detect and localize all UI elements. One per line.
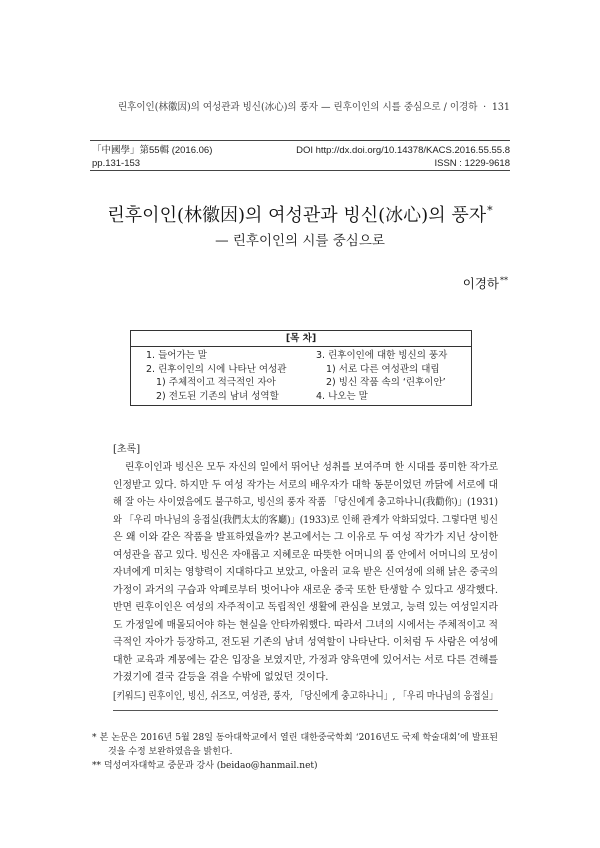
journal-info-right	[280, 144, 510, 170]
journal-pages: pp.131-153	[92, 158, 141, 169]
toc-item: 4. 나오는 말	[316, 391, 368, 403]
toc-item: 1. 들어가는 말	[146, 350, 207, 361]
footnotes	[92, 731, 498, 773]
abstract-line: 여성관을 꼽고 있다. 빙신은 자애롭고 지혜로운 따뜻한 어머니의 품 안에서 어머니의 모성이	[113, 549, 499, 561]
toc-subitem: 2) 빙신 작품 속의 ‘린후이안’	[326, 377, 446, 389]
running-head	[118, 101, 510, 115]
abstract-line: 반면 린후이인은 여성의 자주적이고 독립적인 생활에 관심을 보였고, 능력 있는 여성일지라	[113, 602, 499, 613]
toc-heading: [목 차]	[131, 331, 471, 347]
paper-subtitle: — 린후이인의 시를 중심으로	[215, 233, 385, 249]
journal-info-box	[90, 140, 510, 171]
author-footnote-mark: **	[500, 276, 508, 285]
toc-subitem: 1) 서로 다른 여성관의 대립	[326, 363, 440, 375]
abstract-line: 극적인 자아가 등장하고, 전도된 기존의 남녀 성역할이 나타난다. 이처럼 두 사람은 여성에	[113, 637, 499, 648]
abstract-line: 가정이 과거의 구습과 악폐로부터 벗어나야 새로운 중국 또한 탄생할 수 있다고 생각했다.	[113, 584, 499, 596]
toc-item: 3. 린후이인에 대한 빙신의 풍자	[316, 350, 448, 361]
journal-info-left	[92, 144, 292, 170]
running-head-separator: ·	[483, 102, 487, 113]
keywords-line	[113, 688, 498, 706]
footnote-mark: **	[92, 761, 101, 771]
footnote-continuation: 것을 수정 보완하였음을 밝힌다.	[108, 747, 233, 757]
paper-title	[40, 203, 560, 229]
abstract-line: 와 「우리 마나님의 응접실(我們太太的客廳)」(1933)로 인해 관계가 악화되었다. 그렇다면 빙신	[113, 514, 498, 526]
abstract-line: 은 왜 이와 같은 작품을 발표하였을까? 본고에서는 그 이유로 두 여성 작가가 지닌 상이한	[113, 532, 498, 543]
abstract-body	[113, 459, 498, 687]
issn: ISSN : 1229-9618	[434, 158, 510, 169]
abstract-line: 가졌기에 결국 갈등을 겪을 수밖에 없었던 것이다.	[113, 672, 329, 683]
footnote-text: 본 논문은 2016년 5월 28일 동아대학교에서 열린 대한중국학회 ‘2016년도 국제 학술대회’에 발표된	[99, 733, 498, 743]
toc-column-right	[316, 349, 466, 404]
footnote-text: 덕성여자대학교 중문과 강사 (beidao@hanmail.net)	[103, 761, 318, 771]
toc-subitem: 1) 주체적이고 적극적인 자아	[156, 377, 276, 389]
toc-item: 2. 린후이인의 시에 나타난 여성관	[146, 363, 287, 375]
footnote	[92, 759, 498, 773]
footnote	[92, 731, 498, 745]
keywords-label: [키워드]	[113, 691, 146, 702]
abstract-line: 인정받고 있다. 하지만 두 여성 작가는 서로의 배우자가 대학 동문이었던 까닭에 서로에 대	[113, 479, 499, 491]
journal-issue: 「中國學」第55輯 (2016.06)	[92, 145, 213, 156]
author-name: 이경하	[462, 276, 499, 291]
toc-column-left	[146, 349, 311, 404]
keywords-text: 린후이인, 빙신, 쉬즈모, 여성관, 풍자, 「당신에게 충고하나니」, 「우리 마나님의 응접실」	[148, 691, 498, 702]
toc-subitem: 2) 전도된 기존의 남녀 성역할	[156, 391, 279, 403]
page-number: 131	[491, 102, 510, 113]
footnote-mark: *	[92, 733, 97, 743]
paper-title-text: 린후이인(林徽因)의 여성관과 빙신(冰心)의 풍자	[107, 205, 487, 226]
abstract-line: 대한 교육과 계몽에는 같은 입장을 보였지만, 가정과 양육면에 있어서는 서로 다른 견해를	[113, 654, 499, 666]
abstract-line: 자녀에게 미치는 영향력이 지대하다고 보았고, 아울러 교육 받은 신여성에 의해 낡은 중국의	[113, 567, 499, 578]
abstract-line: 린후이인과 빙신은 모두 자신의 일에서 뛰어난 성취를 보여주며 한 시대를 풍미한 작가로	[125, 462, 499, 473]
table-of-contents	[130, 330, 472, 406]
abstract-line: 해 잘 아는 사이였음에도 불구하고, 빙신의 풍자 작품 「당신에게 충고하나니(我勸你)」(1931)	[113, 497, 499, 508]
abstract-divider	[113, 710, 498, 711]
abstract-label: [초록]	[113, 444, 141, 455]
doi: DOI http://dx.doi.org/10.14378/KACS.2016.55.55.8	[296, 145, 510, 156]
title-footnote-mark: *	[487, 204, 493, 217]
author-byline	[300, 275, 508, 293]
running-head-text: 린후이인(林徽因)의 여성관과 빙신(冰心)의 풍자 — 린후이인의 시를 중심으로 / 이경하	[118, 102, 478, 113]
abstract-line: 도 가정일에 매몰되어야 하는 현실을 안타까워했다. 따라서 그녀의 시에서는 주체적이고 적	[113, 619, 499, 631]
